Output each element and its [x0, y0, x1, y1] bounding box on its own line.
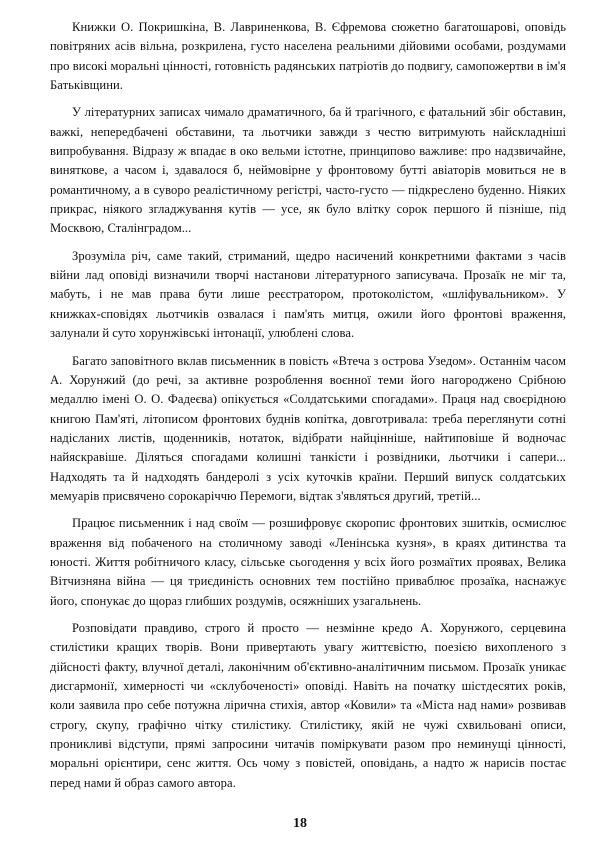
paragraph-4: Багато заповітного вклав письменник в повість «Втеча з острова Узедом». Останнім часом А. Хорунжий (до речі, за активне розроблення воєнної теми його нагороджено Срібною медаллю імені О. О. Фадеєва) опікується «Солдатськими спогадами». Праця над своєрідною книгою Пам'яті, літописом фронтових буднів копітка, довготривала: треба переглянути сотні надісланих листів, щоденників, нотаток, відібрати найцінніше, найтиповіше й водночас найяскравіше. Діляться спогадами колишні танкісти і розвідники, льотчики і сапери... Надходять та й надходять бандеролі з усіх куточків країни. Перший випуск солдатських мемуарів присвячено сорокаріччю Перемоги, відтак з'являться другий, третій... [50, 353, 566, 503]
paragraph-1: Книжки О. Покришкіна, В. Лавриненкова, В. Єфремова сюжетно багатошарові, оповідь повітряних асів вільна, розкрилена, густо населена реальними дійовими особами, роздумами про високі моральні цінності, готовність радянських патріотів до подвигу, самопожертви в ім'я Батьківщини. [50, 20, 566, 93]
page-number: 18 [293, 816, 307, 831]
paragraph-5: Працює письменник і над своїм — розшифровує скоропис фронтових зшитків, осмислює враження від побаченого на столичному заводі «Ленінська кузня», в краях дитинства та юності. Життя робітничого класу, сільське сьогодення у всіх його розмаїтих проявах, Велика Вітчизняна війна — ця триєдиність основних тем постійно приваблює прозаїка, наснажує його, спонукає до щораз глибших роздумів, осяжніших узагальнень. [50, 516, 566, 608]
paragraph-2: У літературних записах чимало драматичного, ба й трагічного, є фатальний збіг обставин, важкі, непередбачені обставини, та льотчики завжди з честю витримують найскладніші випробування. Відразу ж впадає в око вельми істотне, принципово важливе: про надзвичайне, виняткове, а часом і, здавалося б, неймовірне у фронтовому бутті авіаторів мовиться не в романтичному, а в суворо реалістичному регістрі, часто-густо — підкреслено буденно. Ніяких прикрас, ніякого згладжування кутів — усе, як було влітку сорок першого й пізніше, під Москвою, Сталінградом... [50, 105, 566, 236]
page-text [50, 18, 566, 801]
paragraph-3: Зрозуміла річ, саме такий, стриманий, щедро насичений конкретними фактами з часів війни лад оповіді визначили творчі настанови літературного записувача. Прозаїк не міг та, мабуть, і не мав права бути лише реєстратором, протоколістом, «шліфувальником». У книжках-сповідях льотчиків озвалася і пам'ять митця, ожили його фронтові враження, залунали й суто хорунжівські інтонації, улюблені слова. [50, 248, 566, 341]
paragraph-6: Розповідати правдиво, строго й просто — незмінне кредо А. Хорунжого, серцевина стилістики кращих творів. Вони привертають увагу життєвістю, поезією вихопленого з дійсності факту, влучної деталі, лаконічним об'єктивно-аналітичним письмом. Прозаїк уникає дисгармонії, химерності чи «склубоченості» оповіді. Навіть на початку шістдесятих років, коли заявила про себе потужна лірична стихія, автор «Ковили» та «Міста над нами» розвивав строгу, скупу, графічно чітку стилістику. Стилістику, якій не чужі схвильовані описи, проникливі відступи, прямі запросини читачів поміркувати разом про неминущі цінності, моральні орієнтири, сенс життя. Ось чому з повістей, оповідань, а надто ж нарисів постає перед нами й образ самого автора. [50, 620, 566, 790]
